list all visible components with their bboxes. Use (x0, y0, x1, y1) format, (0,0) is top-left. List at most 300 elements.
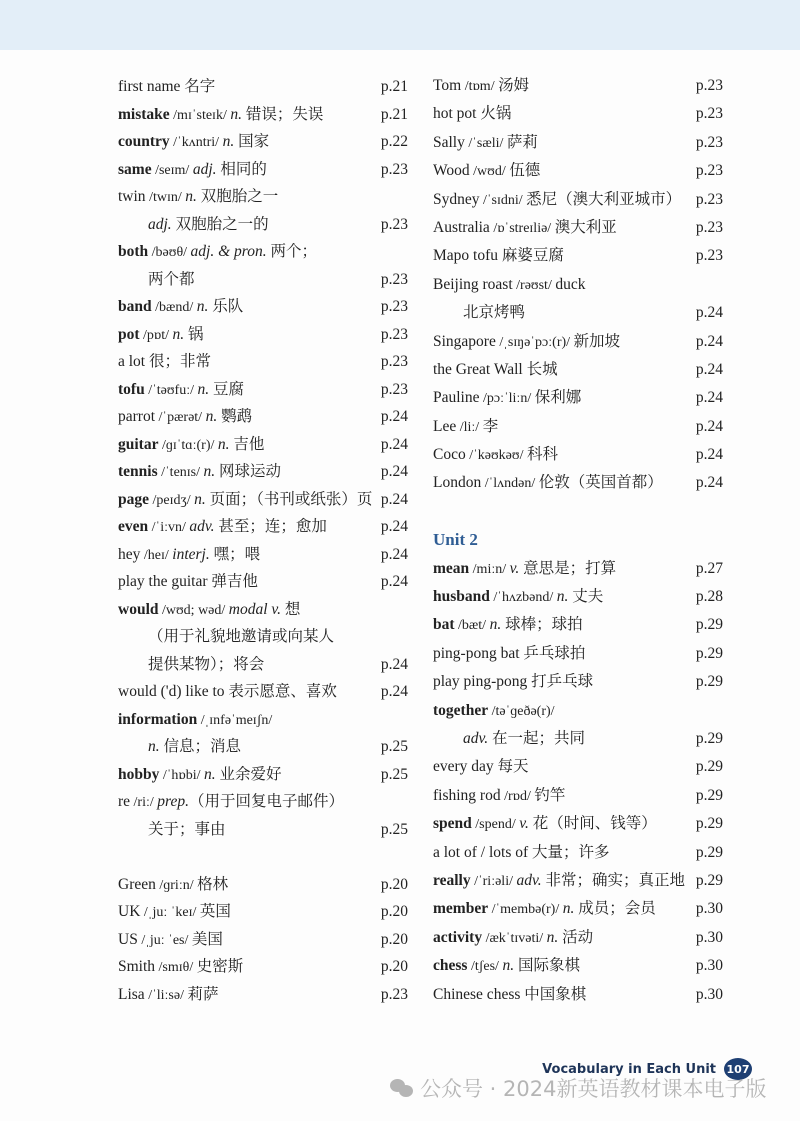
vocab-entry (118, 651, 408, 679)
phonetic: /ˌjuː ˈes/ (137, 932, 192, 948)
vocab-entry (433, 697, 723, 725)
headword: both (118, 243, 149, 260)
phonetic: /rəʊst/ (512, 277, 556, 293)
vocab-entry (118, 486, 408, 514)
phonetic: /tɒm/ (461, 79, 499, 94)
page-reference: p.25 (380, 765, 408, 783)
part-of-speech: adv. (189, 518, 215, 535)
entry-gloss: Singapore (433, 332, 496, 350)
vocab-entry (118, 348, 408, 376)
page-reference: p.23 (380, 325, 408, 343)
vocab-entry (433, 981, 723, 1009)
entry-text (118, 271, 195, 288)
vocab-entry (433, 810, 723, 838)
page-reference: p.24 (695, 332, 723, 350)
vocab-entry (433, 469, 723, 497)
vocab-entry (433, 441, 723, 469)
entry-gloss: Smith (118, 958, 156, 975)
vocab-entry (433, 129, 723, 157)
entry-gloss: 吉他 (229, 435, 265, 453)
entry-text (433, 844, 610, 861)
page-reference: p.29 (695, 786, 723, 804)
entry-gloss: Coco (433, 446, 466, 464)
entry-gloss: 钓竿 (534, 786, 566, 804)
page-reference: p.23 (380, 215, 408, 233)
entry-text (118, 326, 204, 343)
entry-gloss: 业余爱好 (215, 765, 282, 783)
entry-gloss: 伍德 (509, 162, 541, 180)
page-reference: p.30 (695, 900, 723, 918)
page-reference: p.23 (380, 270, 408, 288)
page-reference: p.29 (695, 729, 723, 747)
entry-gloss: Sydney (433, 190, 480, 208)
entry-gloss: 非常；确实；真正地 (541, 871, 685, 889)
entry-text (433, 361, 558, 378)
entry-text (433, 702, 555, 719)
part-of-speech: n. (502, 957, 515, 975)
entry-gloss: 嘿；喂 (209, 545, 261, 563)
entry-text (433, 389, 581, 406)
part-of-speech: n. (222, 133, 235, 150)
entry-gloss: 丈夫 (568, 588, 604, 606)
vocab-entry (433, 839, 723, 867)
vocab-column-left (118, 73, 408, 1008)
phonetic: /ˈliːsə/ (144, 987, 188, 1003)
headword: really (433, 871, 471, 889)
page-reference: p.24 (380, 573, 408, 590)
vocab-entry (118, 568, 408, 596)
phonetic: /ɡriːn/ (155, 877, 198, 893)
entry-text (433, 645, 585, 662)
phonetic: /wʊd; wəd/ (158, 602, 229, 618)
entry-gloss: 锅 (184, 325, 204, 343)
part-of-speech: n. (205, 408, 218, 425)
page-reference: p.24 (380, 463, 408, 480)
phonetic: /ˈlʌndən/ (481, 476, 539, 492)
watermark (390, 1073, 766, 1103)
entry-gloss: Lisa (118, 985, 145, 1003)
phonetic: /tʃes/ (467, 959, 503, 975)
watermark-text: 公众号 · 2024新英语教材课本电子版 (420, 1077, 767, 1101)
entry-gloss: 两个； (266, 243, 318, 260)
entry-gloss: duck (555, 275, 586, 293)
headword: country (118, 133, 170, 150)
entry-gloss: 李 (482, 417, 499, 435)
entry-gloss: 保利娜 (534, 389, 582, 407)
entry-gloss: 网球运动 (215, 463, 282, 480)
page-reference: p.24 (695, 474, 723, 492)
unit-heading (433, 526, 723, 554)
headword: mistake (118, 105, 170, 123)
page-reference: p.24 (380, 683, 408, 700)
entry-text (433, 730, 585, 747)
entry-gloss: Tom (433, 77, 462, 94)
vocab-entry (118, 898, 408, 926)
unit-title: Unit 2 (433, 530, 478, 550)
entry-gloss: 双胞胎之一的 (171, 215, 269, 233)
phonetic: /bænd/ (151, 300, 197, 315)
entry-gloss: 国家 (234, 133, 270, 150)
entry-text (118, 711, 272, 728)
vocab-entry (118, 266, 408, 294)
part-of-speech: adj. (192, 160, 217, 178)
wechat-icon (390, 1079, 414, 1097)
entry-text (118, 793, 344, 810)
vocab-entry (118, 678, 408, 706)
entry-text (118, 133, 269, 150)
page-reference: p.23 (695, 190, 723, 208)
part-of-speech: adj. (148, 215, 172, 233)
vocab-entry (118, 788, 408, 816)
vocab-entry (118, 156, 408, 184)
headword: together (433, 701, 489, 719)
phonetic: /riː/ (130, 795, 158, 810)
vocab-entry (433, 611, 723, 639)
page-reference: p.29 (695, 644, 723, 662)
vocab-entry (433, 214, 723, 242)
vocab-entry (433, 186, 723, 214)
part-of-speech: adv. (516, 871, 542, 889)
entry-text (118, 161, 267, 178)
vocab-entry (433, 583, 723, 611)
part-of-speech: n. (203, 463, 216, 480)
vocab-entry (118, 953, 408, 981)
entry-text (433, 77, 529, 94)
vocab-entry (118, 733, 408, 761)
page-reference: p.23 (695, 77, 723, 94)
entry-gloss: 新加坡 (573, 332, 621, 350)
headword: member (433, 900, 489, 918)
entry-gloss: a lot of / lots of 大量；许多 (433, 843, 610, 861)
page-reference: p.25 (380, 820, 408, 838)
entry-text (118, 298, 243, 315)
page-reference: p.25 (380, 738, 408, 755)
part-of-speech: n. (196, 298, 209, 315)
phonetic: /ɒˈstreɪliə/ (489, 220, 555, 236)
part-of-speech: v. (509, 559, 520, 577)
part-of-speech: n. (197, 380, 210, 398)
page-reference: p.20 (380, 930, 408, 948)
entry-text (433, 304, 525, 321)
phonetic: /ˈsæli/ (464, 135, 507, 151)
page-reference: p.21 (380, 78, 408, 95)
headword: husband (433, 588, 490, 606)
entry-text (118, 408, 252, 425)
vocab-entry (118, 431, 408, 459)
part-of-speech: interj. (172, 545, 210, 563)
phonetic: /bæt/ (454, 618, 490, 634)
entry-gloss: Australia (433, 218, 490, 236)
entry-gloss: 在一起；共同 (488, 729, 585, 747)
phonetic: /ˈhʌzbənd/ (489, 590, 557, 606)
phonetic: /ˌsɪŋəˈpɔː(r)/ (495, 334, 574, 350)
entry-gloss: 信息；消息 (159, 738, 242, 755)
entry-gloss: Green (118, 875, 156, 893)
vocab-entry (433, 100, 723, 128)
entry-text (433, 673, 593, 690)
entry-gloss: a lot 很；非常 (118, 353, 211, 370)
entry-text (118, 766, 282, 783)
page-reference: p.28 (695, 588, 723, 606)
entry-gloss: 汤姆 (498, 77, 530, 94)
part-of-speech: n. (556, 588, 569, 606)
entry-text (118, 738, 241, 755)
vocab-entry (118, 128, 408, 156)
page-reference: p.23 (695, 247, 723, 265)
vocab-entry (118, 623, 408, 651)
vocab-entry (118, 816, 408, 844)
entry-text (433, 929, 593, 946)
part-of-speech: prep. (157, 793, 189, 810)
phonetic: /ˈkʌntri/ (169, 135, 223, 150)
entry-gloss: Mapo tofu 麻婆豆腐 (433, 247, 564, 265)
entry-text (433, 276, 585, 293)
entry-text (433, 900, 656, 917)
entry-gloss: London (433, 474, 482, 492)
entry-text (433, 162, 540, 179)
entry-gloss: 悉尼（澳大利亚城市） (526, 190, 682, 208)
phonetic: /seɪm/ (151, 162, 193, 178)
vocab-entry (433, 924, 723, 952)
phonetic: /ækˈtɪvəti/ (482, 930, 547, 946)
part-of-speech: n. (217, 435, 230, 453)
entry-gloss: 错误；失误 (241, 105, 324, 123)
page-reference: p.20 (380, 875, 408, 893)
phonetic: /peɪdʒ/ (149, 492, 195, 508)
part-of-speech: modal v. (228, 600, 282, 618)
page-reference: p.29 (695, 843, 723, 861)
vocab-entry (118, 761, 408, 789)
entry-text (118, 491, 372, 508)
entry-gloss: 想 (281, 600, 301, 618)
entry-gloss: Lee (433, 417, 457, 435)
entry-text (433, 815, 657, 832)
entry-gloss: 科科 (526, 446, 558, 464)
vocab-entry (433, 72, 723, 100)
headword: page (118, 490, 149, 508)
entry-text (118, 876, 228, 893)
vocab-entry (433, 242, 723, 270)
vocab-entry (118, 596, 408, 624)
entry-text (433, 219, 617, 236)
vocab-entry (433, 555, 723, 583)
entry-gloss: parrot (118, 408, 156, 425)
page-reference: p.22 (380, 133, 408, 150)
part-of-speech: n. (489, 616, 502, 634)
vocab-entry (118, 293, 408, 321)
entry-gloss: 成员；会员 (574, 900, 656, 918)
page-reference: p.23 (380, 160, 408, 178)
phonetic: /ˈmembə(r)/ (488, 902, 563, 918)
entry-text (118, 931, 223, 948)
vocab-entry (118, 403, 408, 431)
page-reference: p.30 (695, 957, 723, 975)
phonetic: /təˈɡeðə(r)/ (488, 703, 555, 719)
part-of-speech: v. (519, 815, 529, 833)
entry-gloss: would ('d) like to 表示愿意、喜欢 (118, 683, 337, 700)
entry-gloss: 伦敦（英国首都） (538, 474, 663, 492)
entry-gloss: 两个都 (148, 270, 195, 288)
entry-gloss: UK (118, 903, 141, 920)
headword: guitar (118, 435, 159, 453)
vocab-entry (433, 753, 723, 781)
entry-gloss: （用于礼貌地邀请或向某人 (148, 628, 335, 645)
page-reference: p.29 (695, 758, 723, 776)
phonetic: /wʊd/ (469, 164, 510, 180)
phonetic: /ˈsɪdni/ (479, 192, 527, 208)
entry-gloss: 花（时间、钱等） (528, 815, 657, 833)
entry-text (118, 106, 323, 123)
page-reference: p.23 (695, 133, 723, 151)
vocab-entry (433, 668, 723, 696)
vocab-entry (118, 376, 408, 404)
part-of-speech: adv. (463, 729, 489, 747)
part-of-speech: n. (204, 765, 216, 783)
entry-text (118, 353, 211, 370)
phonetic: /bəʊθ/ (148, 245, 191, 260)
entry-gloss: play ping-pong 打乒乓球 (433, 673, 594, 691)
entry-text (433, 532, 478, 549)
entry-text (118, 958, 243, 975)
headword: activity (433, 928, 483, 946)
entry-gloss: 双胞胎之一 (196, 188, 279, 205)
entry-text (433, 474, 663, 491)
entry-gloss: hot pot 火锅 (433, 105, 512, 123)
entry-gloss: （用于回复电子邮件） (189, 793, 345, 810)
phonetic: /pɔːˈliːn/ (479, 391, 535, 407)
entry-text (118, 436, 264, 453)
entry-gloss: 英国 (199, 903, 231, 920)
vocab-entry (118, 981, 408, 1009)
entry-gloss: 鹦鹉 (217, 408, 253, 425)
page-reference: p.29 (695, 616, 723, 634)
entry-gloss: Wood (433, 162, 470, 180)
page-reference: p.23 (695, 218, 723, 236)
page-reference: p.30 (695, 928, 723, 946)
vocab-entry (433, 782, 723, 810)
entry-gloss: re (118, 793, 131, 810)
phonetic: /mɪˈsteɪk/ (169, 107, 231, 123)
phonetic: /ˌjuː ˈkeɪ/ (140, 905, 200, 920)
entry-gloss: 提供某物）；将会 (148, 655, 265, 673)
entry-text (118, 78, 215, 95)
entry-gloss: 澳大利亚 (554, 218, 617, 236)
vocab-entry (118, 926, 408, 954)
page-reference: p.23 (380, 985, 408, 1003)
page-reference: p.24 (695, 417, 723, 435)
entry-text (433, 105, 511, 122)
part-of-speech: n. (148, 738, 160, 755)
entry-text (433, 957, 580, 974)
entry-gloss: Sally (433, 133, 465, 151)
footer-title: Vocabulary in Each Unit (542, 1061, 716, 1077)
page-reference: p.29 (695, 673, 723, 691)
entry-gloss: 萨莉 (506, 133, 538, 151)
phonetic: /liː/ (456, 419, 483, 435)
spacer (433, 498, 723, 526)
entry-text (118, 821, 226, 838)
phonetic: /ˈiːvn/ (148, 520, 190, 535)
vocab-entry (433, 952, 723, 980)
vocab-entry (433, 413, 723, 441)
entry-text (433, 134, 538, 151)
entry-text (118, 463, 281, 480)
entry-text (118, 518, 327, 535)
entry-gloss: 相同的 (216, 160, 267, 178)
vocab-entry (433, 725, 723, 753)
page-reference: p.24 (695, 304, 723, 322)
page-reference: p.29 (695, 871, 723, 889)
phonetic: /ˈtenɪs/ (157, 465, 204, 480)
entry-gloss: US (118, 930, 138, 948)
page-reference: p.24 (380, 655, 408, 673)
entry-text (118, 216, 269, 233)
page-reference: p.23 (380, 380, 408, 398)
entry-gloss: twin (118, 188, 146, 205)
entry-text (118, 601, 300, 618)
entry-gloss: 甚至；连；愈加 (214, 518, 327, 535)
phonetic: /ˈkəʊkəʊ/ (465, 448, 527, 464)
page-reference: p.21 (380, 105, 408, 123)
phonetic: /ˈpærət/ (155, 410, 206, 425)
part-of-speech: adj. & pron. (190, 243, 267, 260)
entry-gloss: 史密斯 (196, 958, 244, 975)
vocab-entry (433, 356, 723, 384)
vocab-entry (433, 271, 723, 299)
phonetic: /ˌɪnfəˈmeɪʃn/ (197, 712, 273, 728)
entry-text (118, 683, 337, 700)
entry-gloss: 北京烤鸭 (463, 304, 526, 322)
entry-text (118, 381, 244, 398)
headword: bat (433, 616, 455, 634)
vocab-entry (433, 640, 723, 668)
vocab-entry (118, 541, 408, 569)
page-reference: p.20 (380, 903, 408, 920)
phonetic: /ˈriːəli/ (470, 873, 517, 889)
headword: chess (433, 957, 468, 975)
entry-gloss: 格林 (197, 875, 229, 893)
part-of-speech: n. (185, 188, 197, 205)
page-reference: p.24 (380, 408, 408, 425)
entry-text (433, 986, 586, 1003)
phonetic: /spend/ (471, 817, 520, 833)
entry-text (118, 573, 258, 590)
entry-text (433, 588, 603, 605)
entry-gloss: Chinese chess 中国象棋 (433, 985, 587, 1003)
entry-text (118, 656, 264, 673)
phonetic: /ɡɪˈtɑː(r)/ (158, 437, 218, 453)
entry-gloss: 国际象棋 (514, 957, 580, 975)
page-reference: p.30 (695, 985, 723, 1003)
phonetic: /ˈtəʊfuː/ (144, 382, 198, 398)
vocab-entry (433, 328, 723, 356)
entry-gloss: Pauline (433, 389, 480, 407)
page-reference: p.20 (380, 958, 408, 975)
entry-gloss: 豆腐 (209, 380, 244, 398)
entry-gloss: 乐队 (208, 298, 244, 315)
headword: tennis (118, 463, 158, 480)
entry-gloss: 页面；（书刊或纸张）页 (205, 490, 373, 508)
entry-text (118, 188, 278, 205)
part-of-speech: n. (546, 928, 559, 946)
entry-text (433, 333, 620, 350)
entry-text (118, 628, 334, 645)
vocab-entry (118, 321, 408, 349)
page-reference: p.24 (695, 446, 723, 464)
headword: mean (433, 559, 470, 577)
page-reference: p.23 (695, 105, 723, 123)
page-reference: p.24 (695, 389, 723, 407)
